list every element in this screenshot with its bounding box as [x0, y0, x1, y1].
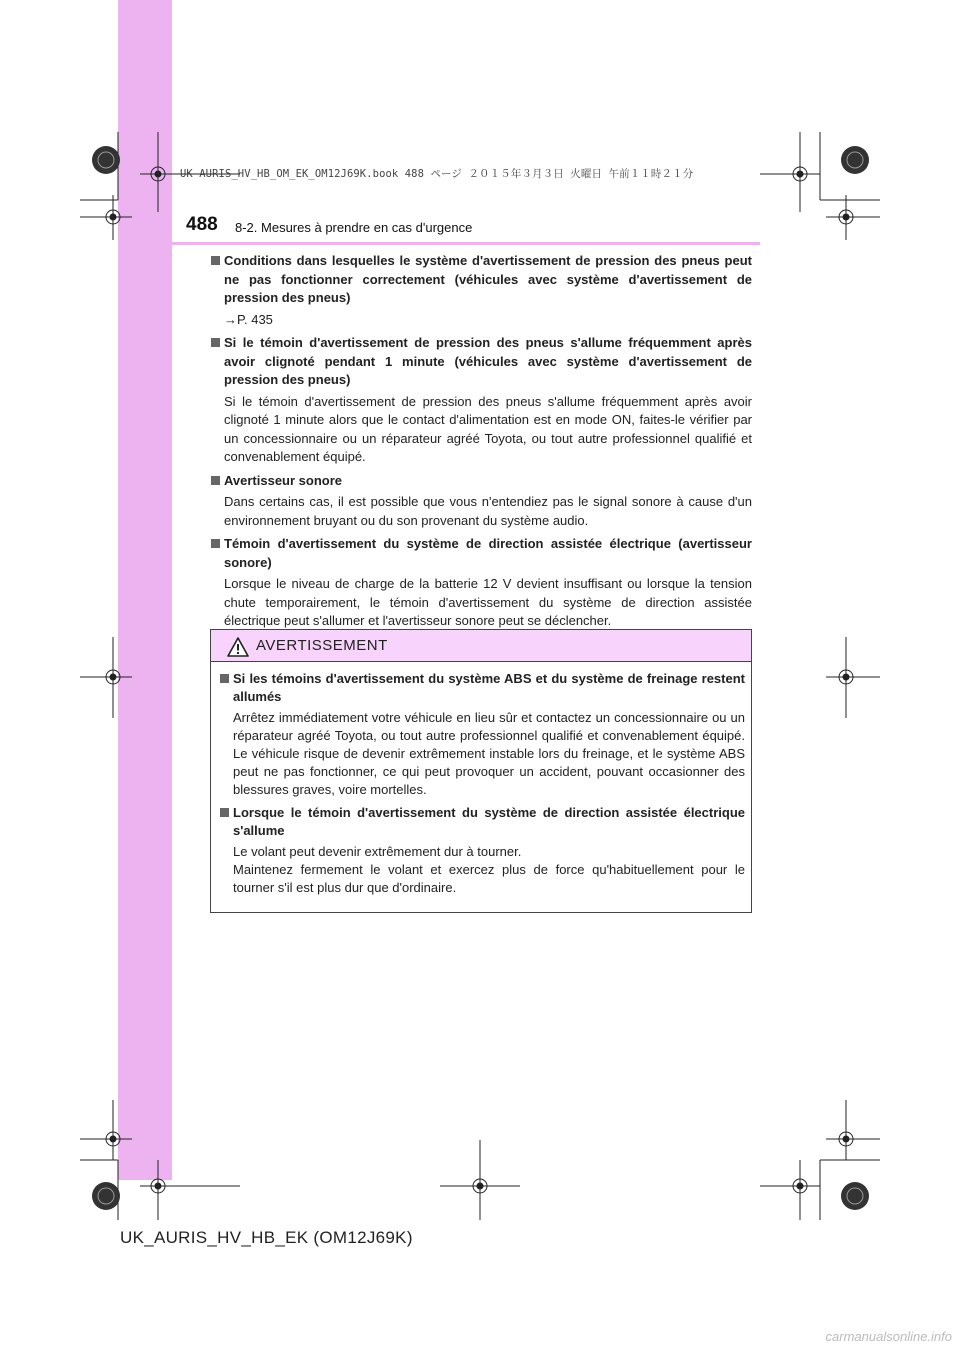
warning-item: [219, 670, 745, 799]
list-item: [210, 252, 752, 329]
page-number: 488: [186, 214, 218, 235]
warning-triangle-icon: [227, 637, 249, 657]
square-bullet-icon: [211, 539, 220, 548]
warning-item: [219, 804, 745, 897]
color-target-mark: [92, 1182, 120, 1210]
color-target-mark: [841, 1182, 869, 1210]
item-body-line: Maintenez fermement le volant et exercez plus de force qu'habituellement pour le tourner s'il est plus dur que d'ordinaire.: [233, 862, 745, 895]
item-body: Arrêtez immédiatement votre véhicule en lieu sûr et contactez un concessionnaire ou un réparateur agréé Toyota, ou tout autre professionnel qualifié et convenablement équipé. Le véhicule risque de devenir extrêmement instable lors du freinage, et le système ABS peut ne pas fonctionner, ce qui peut provoquer un accident, pouvant occasionner des blessures graves, voire mortelles.: [233, 710, 745, 797]
item-heading: [210, 472, 752, 491]
warning-content: [219, 670, 745, 902]
section-title: 8-2. Mesures à prendre en cas d'urgence: [235, 220, 473, 235]
square-bullet-icon: [211, 256, 220, 265]
item-heading-text: Conditions dans lesquelles le système d'avertissement de pression des pneus peut ne pas fonctionner correctement (véhicules avec système d'avertissement de pression des pneus): [224, 253, 752, 305]
document-code: UK_AURIS_HV_HB_EK (OM12J69K): [120, 1228, 413, 1247]
item-body: Si le témoin d'avertissement de pression des pneus s'allume fréquemment après avoir clignoté 1 minute alors que le contact d'alimentation est en mode ON, faites-le vérifier par un concessionnaire ou un réparateur agréé Toyota, ou tout autre professionnel qualifié et convenablement équipé.: [224, 393, 752, 464]
item-body-line: Le volant peut devenir extrêmement dur à tourner.: [233, 844, 522, 859]
item-heading-text: Témoin d'avertissement du système de direction assistée électrique (avertisseur sonore): [224, 536, 752, 570]
crosshair-mark: [760, 1160, 820, 1220]
book-file-stamp: UK AURIS_HV_HB_OM_EK_OM12J69K.book 488 ページ ２０１５年３月３日 火曜日 午前１１時２１分: [180, 168, 694, 180]
color-target-mark: [841, 146, 869, 174]
item-heading: [219, 804, 745, 840]
item-body: Dans certains cas, il est possible que vous n'entendiez pas le signal sonore à cause d'un environnement bruyant ou du son provenant du système audio.: [224, 494, 752, 528]
item-heading-text: Si les témoins d'avertissement du système ABS et du système de freinage restent allumés: [233, 671, 745, 704]
main-content: [210, 252, 752, 636]
list-item: [210, 334, 752, 467]
color-target-mark: [92, 146, 120, 174]
square-bullet-icon: [220, 674, 229, 683]
crosshair-mark: [80, 637, 132, 718]
list-item: [210, 472, 752, 531]
page-reference: →P. 435: [224, 311, 273, 327]
item-heading: [210, 535, 752, 572]
warning-title: AVERTISSEMENT: [256, 637, 388, 654]
square-bullet-icon: [211, 476, 220, 485]
list-item: [210, 535, 752, 631]
watermark: carmanualsonline.info: [825, 1329, 952, 1344]
crosshair-mark: [140, 1160, 240, 1220]
crosshair-mark: [826, 637, 880, 718]
item-body: Lorsque le niveau de charge de la batterie 12 V devient insuffisant ou lorsque la tension chute temporairement, le témoin d'avertissement du système de direction assistée électrique peut s'allumer et l'avertisseur sonore peut se déclencher.: [224, 576, 752, 628]
crosshair-mark: [826, 1100, 880, 1160]
item-heading-text: Si le témoin d'avertissement de pression des pneus s'allume fréquemment après avoir clignoté pendant 1 minute (véhicules avec système d'avertissement de pression des pneus): [224, 335, 752, 387]
crosshair-mark: [80, 195, 132, 240]
crosshair-mark: [80, 1100, 132, 1160]
item-heading-text: Lorsque le témoin d'avertissement du système de direction assistée électrique s'allume: [233, 805, 745, 838]
item-heading-text: Avertisseur sonore: [224, 472, 343, 488]
item-heading: [210, 252, 752, 308]
square-bullet-icon: [211, 338, 220, 347]
item-heading: [219, 670, 745, 706]
item-heading: [210, 334, 752, 390]
crosshair-mark: [826, 195, 880, 240]
header-rule: [120, 242, 760, 245]
crosshair-mark: [440, 1140, 520, 1220]
warning-box: [210, 629, 752, 913]
warning-header: [211, 630, 751, 662]
square-bullet-icon: [220, 808, 229, 817]
item-body: [219, 843, 745, 897]
